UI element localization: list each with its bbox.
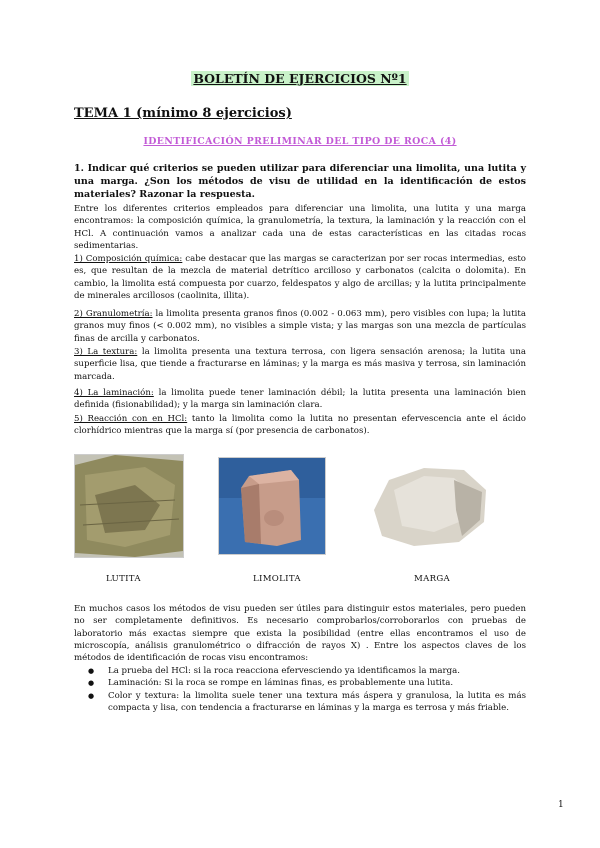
intro-paragraph: Entre los diferentes criterios empleados para diferenciar una limolita, una lutita y una marga encontramos: la composición química, la granulometría, la textura, la laminación y la reacción con el HCl. A continuación vamos a analizar cada una de estas características en las citadas rocas sedimentarias. <box>74 204 526 251</box>
lutita-caption: LUTITA <box>106 574 141 584</box>
marga-caption: MARGA <box>414 574 451 584</box>
criterion-text: la limolita puede tener laminación débil; la lutita presenta una laminación bien definida (fisionabilidad); y la marga sin laminación clara. <box>74 388 526 411</box>
criterion-label: 1) Composición química: <box>74 254 183 264</box>
criterion-label: 4) La laminación: <box>74 388 154 398</box>
list-item: ● Color y textura: la limolita suele tener una textura más áspera y granulosa, la lutita es más compacta y lisa, con tendencia a fracturarse en láminas y la marga es terrosa y más friable. <box>74 690 526 715</box>
tema-heading: TEMA 1 (mínimo 8 ejercicios) <box>74 106 292 121</box>
marga-image <box>364 460 492 550</box>
criterion-2 <box>74 308 526 345</box>
key-aspects-list <box>74 665 526 714</box>
limolita-caption: LIMOLITA <box>253 574 301 584</box>
conclusion-paragraph: En muchos casos los métodos de visu pueden ser útiles para distinguir estos materiales, pero pueden no ser completamente definitivos. Es necesario comprobarlos/corroborarlos con pruebas de laboratorio más exactas siempre que exista la posibilidad (entre ellas encontramos el uso de microscopía, análisis granulométrico o difracción de rayos X) . Entre los aspectos claves de los métodos de identificación de rocas visu encontramos: <box>74 604 526 664</box>
criterion-label: 3) La textura: <box>74 347 138 357</box>
criterion-text: tanto la limolita como la lutita no presentan efervescencia ante el ácido clorhídrico mientras que la marga sí (por presencia de carbonatos). <box>74 414 526 437</box>
limolita-image <box>218 457 326 555</box>
criterion-text: la limolita presenta granos finos (0.002 - 0.063 mm), pero visibles con lupa; la lutita granos muy finos (< 0.002 mm), no visibles a simple vista; y las margas son una mezcla de partículas finas de arcilla y carbonatos. <box>74 309 526 344</box>
criterion-label: 5) Reacción con en HCl: <box>74 414 188 424</box>
criterion-1 <box>74 253 526 302</box>
document-title-text: BOLETÍN DE EJERCICIOS Nº1 <box>193 71 407 86</box>
list-item: ● La prueba del HCl: si la roca reacciona efervesciendo ya identificamos la marga. <box>74 665 526 677</box>
lutita-image <box>74 454 184 558</box>
criterion-4 <box>74 387 526 412</box>
criterion-3 <box>74 346 526 383</box>
criterion-text: cabe destacar que las margas se caracterizan por ser rocas intermedias, esto es, que resultan de la mezcla de material detrítico arcilloso y carbonatos (calcita o dolomita). En cambio, la limolita está compuesta por cuarzo, feldespatos y algo de arcillas; y la lutita principalmente de minerales arcillosos (caolinita, illita). <box>74 254 526 301</box>
list-item: ● Laminación: Si la roca se rompe en láminas finas, es probablemente una lutita. <box>74 677 526 689</box>
section-heading: IDENTIFICACIÓN PRELIMINAR DEL TIPO DE ROCA (4) <box>143 136 457 147</box>
criterion-text: la limolita presenta una textura terrosa, con ligera sensación arenosa; la lutita una superficie lisa, que tiende a fracturarse en láminas; y la marga es más masiva y terrosa, sin laminación marcada. <box>74 347 526 382</box>
document-title <box>0 71 600 86</box>
page-number: 1 <box>558 800 564 810</box>
criterion-label: 2) Granulometría: <box>74 309 153 319</box>
criterion-5 <box>74 413 526 438</box>
question-text: 1. Indicar qué criterios se pueden utilizar para diferenciar una limolita, una lutita y una marga. ¿Son los métodos de visu de utilidad en la identificación de estos materiales? Razonar la respuesta. <box>74 163 526 200</box>
